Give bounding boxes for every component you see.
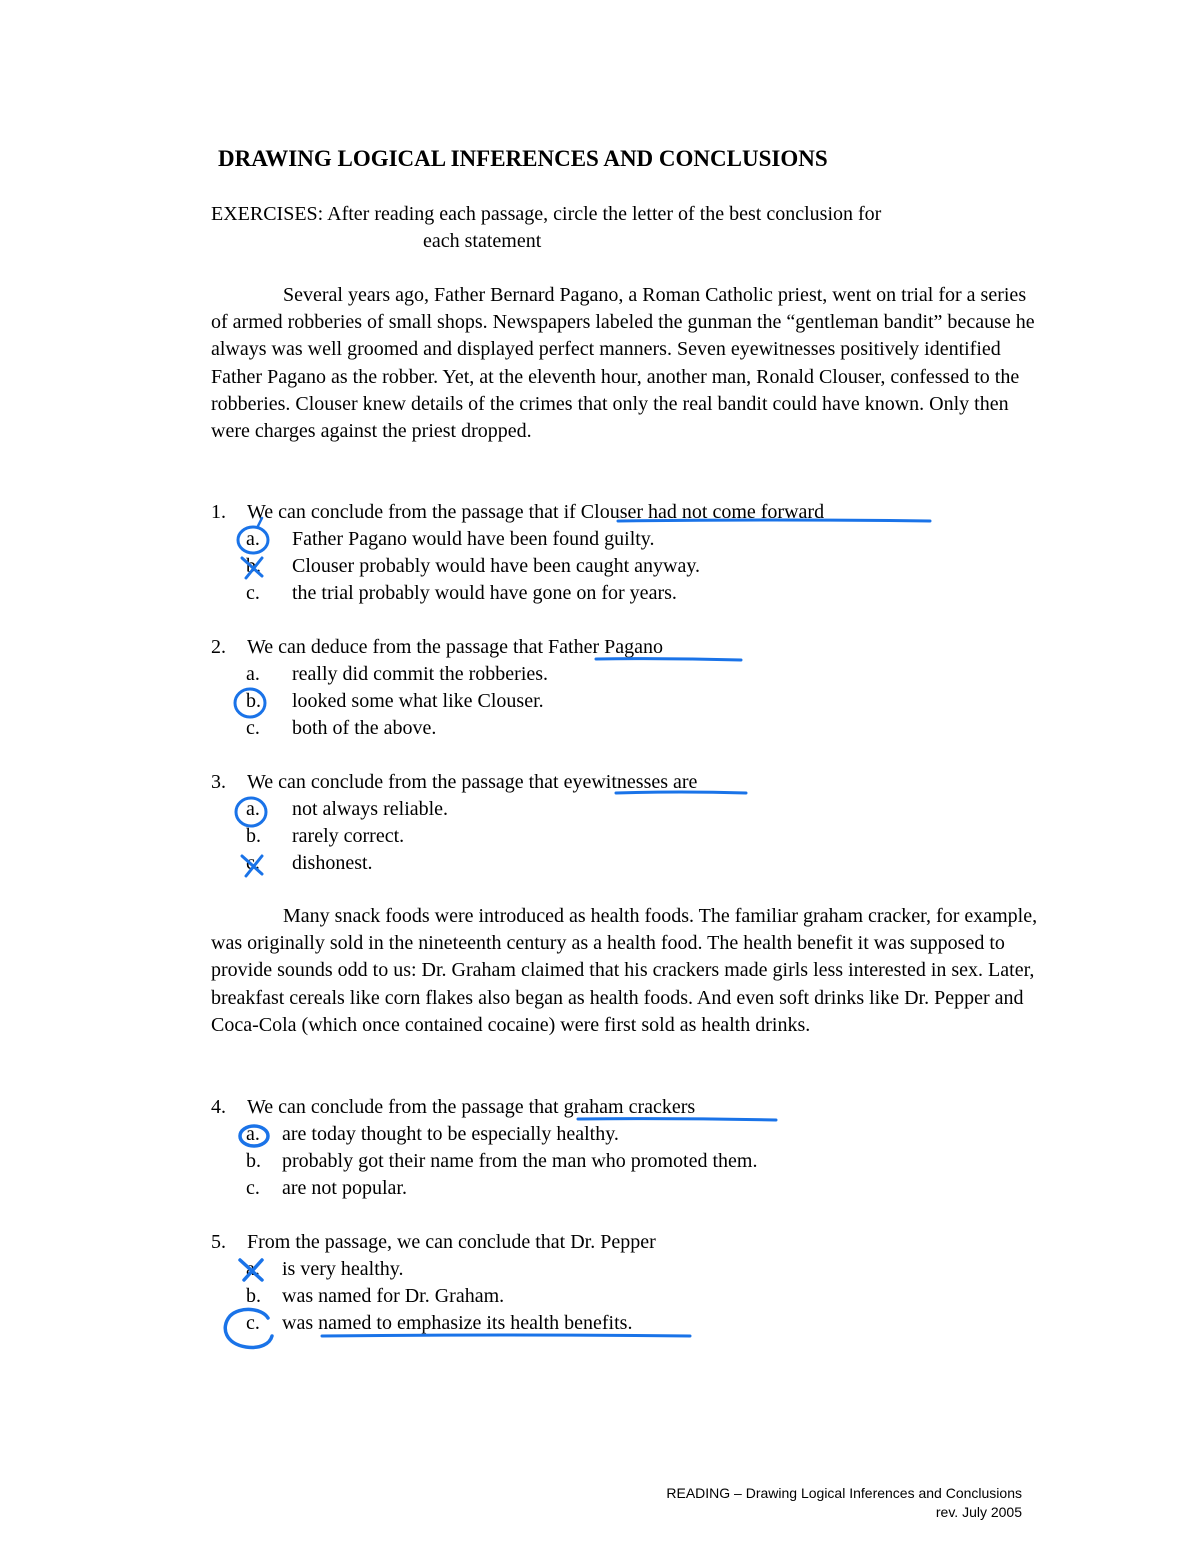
question-number: 4.: [211, 1096, 226, 1118]
question-5: [211, 1229, 656, 1256]
option-letter: c.: [246, 582, 260, 604]
question-3: [211, 769, 697, 796]
passage-1: Several years ago, Father Bernard Pagano, a Roman Catholic priest, went on trial for a series of armed robberies of small shops. Newspapers labeled the gunman the “gentleman bandit” because he always was well groomed and displayed perfect manners. Seven eyewitnesses positively identified Father Pagano as the robber. Yet, at the eleventh hour, another man, Ronald Clouser, confessed to the robberies. Clouser knew details of the crimes that only the real bandit could have known. Only then were charges against the priest dropped.: [211, 284, 1035, 443]
option-text: was named to emphasize its health benefits.: [282, 1312, 633, 1334]
instructions-line-1: EXERCISES: After reading each passage, circle the letter of the best conclusion for: [211, 203, 882, 225]
option-letter: b.: [246, 690, 261, 712]
option-2a[interactable]: [246, 661, 548, 688]
option-letter: c.: [246, 1177, 260, 1199]
option-2b[interactable]: [246, 688, 544, 715]
instructions: [211, 201, 1041, 255]
option-letter: b.: [246, 825, 261, 847]
footer-line-2: rev. July 2005: [935, 1504, 1022, 1520]
option-1b[interactable]: [246, 553, 700, 580]
question-1: [211, 499, 824, 526]
question-number: 3.: [211, 771, 226, 793]
question-number: 2.: [211, 636, 226, 658]
option-letter: a.: [246, 663, 260, 685]
option-letter: a.: [246, 528, 260, 550]
question-stem: We can conclude from the passage that eyewitnesses are: [247, 771, 698, 793]
passage-2: Many snack foods were introduced as health foods. The familiar graham cracker, for example, was originally sold in the nineteenth century as a health food. The health benefit it was supposed to provide sounds odd to us: Dr. Graham claimed that his crackers made girls less interested in sex. Later, breakfast cereals like corn flakes also began as health foods. And even soft drinks like Dr. Pepper and Coca-Cola (which once contained cocaine) were first sold as health drinks.: [211, 905, 1038, 1036]
question-stem: We can deduce from the passage that Father Pagano: [247, 636, 664, 658]
page-title: DRAWING LOGICAL INFERENCES AND CONCLUSIONS: [218, 146, 828, 171]
option-letter: a.: [246, 1258, 260, 1280]
option-4b[interactable]: [246, 1148, 757, 1175]
question-number: 5.: [211, 1231, 226, 1253]
option-letter: c.: [246, 717, 260, 739]
option-5c[interactable]: [246, 1310, 632, 1337]
option-3b[interactable]: [246, 823, 404, 850]
option-4a[interactable]: [246, 1121, 619, 1148]
option-3c[interactable]: [246, 850, 373, 877]
footer-line-1: READING – Drawing Logical Inferences and Conclusions: [666, 1485, 1022, 1501]
option-text: dishonest.: [292, 852, 373, 874]
question-number: 1.: [211, 501, 226, 523]
option-letter: a.: [246, 798, 260, 820]
option-letter: b.: [246, 1150, 261, 1172]
option-text: are today thought to be especially healthy.: [282, 1123, 619, 1145]
option-text: rarely correct.: [292, 825, 405, 847]
option-5a[interactable]: [246, 1256, 403, 1283]
option-5b[interactable]: [246, 1283, 504, 1310]
question-2: [211, 634, 663, 661]
option-text: looked some what like Clouser.: [292, 690, 544, 712]
option-2c[interactable]: [246, 715, 436, 742]
option-text: not always reliable.: [292, 798, 449, 820]
page-footer: [666, 1484, 1022, 1522]
question-4: [211, 1094, 695, 1121]
option-1a[interactable]: [246, 526, 655, 553]
option-letter: c.: [246, 1312, 260, 1334]
option-text: is very healthy.: [282, 1258, 404, 1280]
option-3a[interactable]: [246, 796, 448, 823]
option-letter: b.: [246, 555, 261, 577]
option-text: both of the above.: [292, 717, 437, 739]
option-text: Father Pagano would have been found guilty.: [292, 528, 655, 550]
option-1c[interactable]: [246, 580, 677, 607]
option-text: the trial probably would have gone on for years.: [292, 582, 677, 604]
option-4c[interactable]: [246, 1175, 407, 1202]
option-letter: c.: [246, 852, 260, 874]
option-text: Clouser probably would have been caught anyway.: [292, 555, 701, 577]
option-letter: b.: [246, 1285, 261, 1307]
option-text: really did commit the robberies.: [292, 663, 549, 685]
question-stem: We can conclude from the passage that graham crackers: [247, 1096, 696, 1118]
option-text: are not popular.: [282, 1177, 407, 1199]
question-stem: From the passage, we can conclude that Dr. Pepper: [247, 1231, 656, 1253]
instructions-line-2: each statement: [423, 230, 542, 252]
option-letter: a.: [246, 1123, 260, 1145]
question-stem: We can conclude from the passage that if Clouser had not come forward: [247, 501, 825, 523]
option-text: was named for Dr. Graham.: [282, 1285, 505, 1307]
option-text: probably got their name from the man who promoted them.: [282, 1150, 758, 1172]
